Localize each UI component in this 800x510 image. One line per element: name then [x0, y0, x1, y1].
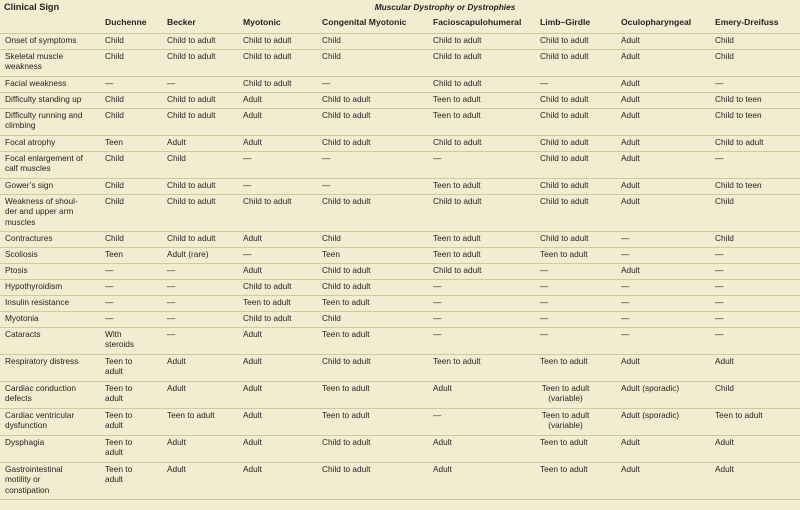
value-cell: Child to adult — [418, 195, 525, 232]
value-cell: Adult (rare) — [152, 248, 228, 264]
value-cell: Child — [700, 50, 800, 77]
value-cell: — — [606, 232, 700, 248]
value-cell: Adult — [606, 136, 700, 152]
table-row — [0, 436, 800, 463]
value-cell: Adult — [228, 463, 307, 500]
value-cell: Child — [90, 179, 152, 195]
value-cell: Child — [700, 232, 800, 248]
value-cell: Teen to adult — [525, 463, 606, 500]
value-cell: Child to adult — [228, 34, 307, 50]
value-cell: — — [152, 328, 228, 355]
column-header-row — [0, 16, 800, 34]
value-cell: Adult — [152, 355, 228, 382]
value-cell: Child to teen — [700, 109, 800, 136]
value-cell: — — [700, 312, 800, 328]
column-header: Myotonic — [243, 17, 281, 27]
clinical-sign-cell: Difficulty running and climbing — [0, 109, 90, 136]
value-cell: Teen to adult (variable) — [525, 409, 606, 436]
column-header: Becker — [167, 17, 196, 27]
value-cell: — — [418, 280, 525, 296]
column-header: Emery-Dreifuss — [715, 17, 779, 27]
value-cell: Child to adult — [307, 355, 418, 382]
value-cell: Child to adult — [152, 232, 228, 248]
value-cell: Teen to adult — [307, 409, 418, 436]
value-cell: Teen to adult — [418, 109, 525, 136]
value-cell: Teen to adult — [90, 409, 152, 436]
clinical-sign-cell: Cardiac ventricular dysfunction — [0, 409, 90, 436]
value-cell: Adult — [228, 382, 307, 409]
value-cell: — — [700, 152, 800, 179]
value-cell: Adult — [700, 355, 800, 382]
value-cell: Child to adult — [307, 93, 418, 109]
table-row — [0, 136, 800, 152]
value-cell: Adult — [152, 436, 228, 463]
clinical-sign-cell: Cardiac conduction defects — [0, 382, 90, 409]
value-cell: Adult — [228, 355, 307, 382]
value-cell: — — [228, 248, 307, 264]
value-cell: Adult — [228, 232, 307, 248]
value-cell: Child to adult — [525, 93, 606, 109]
value-cell: Adult — [606, 436, 700, 463]
value-cell: Teen to adult — [307, 328, 418, 355]
table-row — [0, 328, 800, 355]
value-cell: Adult — [228, 409, 307, 436]
value-cell: — — [307, 152, 418, 179]
clinical-sign-cell: Focal atrophy — [0, 136, 90, 152]
value-cell: Teen to adult — [152, 409, 228, 436]
table-row — [0, 312, 800, 328]
value-cell: Teen to adult — [525, 248, 606, 264]
value-cell: Child to adult — [307, 436, 418, 463]
value-cell: Child to adult — [418, 34, 525, 50]
value-cell: — — [90, 296, 152, 312]
value-cell: Adult — [606, 50, 700, 77]
value-cell: Adult — [700, 436, 800, 463]
value-cell: Child to adult — [307, 264, 418, 280]
clinical-sign-cell: Hypothyroidism — [0, 280, 90, 296]
clinical-sign-cell: Onset of symptoms — [0, 34, 90, 50]
value-cell: Child to adult — [228, 50, 307, 77]
value-cell: — — [307, 179, 418, 195]
clinical-sign-cell: Contractures — [0, 232, 90, 248]
value-cell: — — [152, 296, 228, 312]
value-cell: Child to adult — [307, 136, 418, 152]
value-cell: Child to adult — [525, 50, 606, 77]
value-cell: — — [152, 280, 228, 296]
value-cell: — — [700, 264, 800, 280]
value-cell: Child — [700, 195, 800, 232]
value-cell: — — [228, 179, 307, 195]
value-cell: Teen to adult — [418, 232, 525, 248]
value-cell: Adult — [228, 328, 307, 355]
value-cell: — — [525, 77, 606, 93]
value-cell: Adult — [228, 93, 307, 109]
value-cell: Child — [90, 50, 152, 77]
clinical-sign-cell: Skeletal muscle weakness — [0, 50, 90, 77]
value-cell: Child to adult — [307, 195, 418, 232]
value-cell: — — [418, 296, 525, 312]
value-cell: Adult — [606, 463, 700, 500]
value-cell: Teen to adult — [228, 296, 307, 312]
value-cell: Adult — [606, 195, 700, 232]
value-cell: Child to teen — [700, 93, 800, 109]
super-header-row — [0, 0, 800, 16]
column-header-blank — [0, 16, 90, 34]
value-cell: Child — [307, 50, 418, 77]
value-cell: Teen to adult — [307, 296, 418, 312]
value-cell: Teen to adult (variable) — [525, 382, 606, 409]
value-cell: — — [606, 296, 700, 312]
table-row — [0, 248, 800, 264]
value-cell: — — [90, 312, 152, 328]
table-row — [0, 50, 800, 77]
value-cell: Teen — [90, 248, 152, 264]
clinical-sign-cell: Myotonia — [0, 312, 90, 328]
value-cell: — — [700, 328, 800, 355]
value-cell: Teen to adult — [90, 382, 152, 409]
value-cell: Adult — [228, 109, 307, 136]
table-row — [0, 195, 800, 232]
value-cell: — — [418, 409, 525, 436]
value-cell: Child — [90, 34, 152, 50]
clinical-sign-cell: Ptosis — [0, 264, 90, 280]
value-cell: — — [307, 77, 418, 93]
value-cell: — — [700, 248, 800, 264]
clinical-sign-cell: Gower’s sign — [0, 179, 90, 195]
table-row — [0, 280, 800, 296]
value-cell: Child — [90, 195, 152, 232]
value-cell: Child to adult — [525, 179, 606, 195]
value-cell: Child to teen — [700, 179, 800, 195]
value-cell: Child to adult — [152, 195, 228, 232]
corner-label: Clinical Sign — [4, 2, 60, 12]
value-cell: Child to adult — [418, 264, 525, 280]
value-cell: Child to adult — [525, 136, 606, 152]
value-cell: — — [606, 312, 700, 328]
value-cell: Child to adult — [525, 152, 606, 179]
value-cell: Child to adult — [525, 195, 606, 232]
value-cell: Child to adult — [700, 136, 800, 152]
table-row — [0, 77, 800, 93]
value-cell: Teen to adult — [90, 436, 152, 463]
value-cell: — — [418, 328, 525, 355]
value-cell: Teen to adult — [525, 436, 606, 463]
clinical-sign-cell: Difficulty standing up — [0, 93, 90, 109]
value-cell: Child to adult — [228, 77, 307, 93]
table-row — [0, 109, 800, 136]
value-cell: Child to adult — [152, 50, 228, 77]
value-cell: — — [90, 77, 152, 93]
value-cell: Child — [307, 232, 418, 248]
value-cell: Teen to adult — [418, 248, 525, 264]
value-cell: — — [700, 77, 800, 93]
value-cell: Adult — [228, 436, 307, 463]
value-cell: Teen — [307, 248, 418, 264]
value-cell: Child — [152, 152, 228, 179]
value-cell: — — [228, 152, 307, 179]
value-cell: Child — [700, 382, 800, 409]
value-cell: Adult — [152, 382, 228, 409]
value-cell: Adult — [606, 152, 700, 179]
column-header: Facioscapulohumeral — [433, 17, 522, 27]
clinical-sign-cell: Insulin resistance — [0, 296, 90, 312]
value-cell: Adult — [606, 109, 700, 136]
value-cell: Child to adult — [307, 109, 418, 136]
value-cell: Adult — [418, 436, 525, 463]
value-cell: — — [418, 152, 525, 179]
value-cell: Adult — [606, 355, 700, 382]
table-body — [0, 34, 800, 500]
column-header: Duchenne — [105, 17, 147, 27]
clinical-sign-cell: Facial weakness — [0, 77, 90, 93]
value-cell: Child to adult — [418, 77, 525, 93]
value-cell: — — [700, 296, 800, 312]
table-row — [0, 179, 800, 195]
column-header: Oculopharyngeal — [621, 17, 692, 27]
value-cell: Child to adult — [525, 109, 606, 136]
clinical-sign-cell: Focal enlargement of calf muscles — [0, 152, 90, 179]
value-cell: Child — [307, 34, 418, 50]
value-cell: Child — [90, 109, 152, 136]
value-cell: — — [418, 312, 525, 328]
table-row — [0, 296, 800, 312]
table-row — [0, 152, 800, 179]
value-cell: Adult — [152, 463, 228, 500]
table-row — [0, 232, 800, 248]
clinical-sign-cell: Gastrointestinal motility or constipation — [0, 463, 90, 500]
value-cell: Child to adult — [418, 136, 525, 152]
value-cell: Adult — [418, 463, 525, 500]
value-cell: Adult — [606, 93, 700, 109]
value-cell: — — [525, 312, 606, 328]
value-cell: — — [525, 328, 606, 355]
value-cell: — — [525, 296, 606, 312]
value-cell: — — [525, 264, 606, 280]
value-cell: Child to adult — [525, 232, 606, 248]
value-cell: Teen to adult — [700, 409, 800, 436]
value-cell: Adult (sporadic) — [606, 382, 700, 409]
column-header: Congenital Myotonic — [322, 17, 407, 27]
value-cell: Child to adult — [307, 463, 418, 500]
clinical-sign-cell: Scoliosis — [0, 248, 90, 264]
value-cell: Teen to adult — [90, 463, 152, 500]
value-cell: — — [90, 264, 152, 280]
value-cell: — — [152, 312, 228, 328]
value-cell: Child — [700, 34, 800, 50]
value-cell: Adult — [606, 264, 700, 280]
table-row — [0, 382, 800, 409]
value-cell: Teen to adult — [307, 382, 418, 409]
value-cell: — — [525, 280, 606, 296]
value-cell: — — [90, 280, 152, 296]
value-cell: Adult — [606, 179, 700, 195]
value-cell: Adult — [418, 382, 525, 409]
value-cell: Adult — [700, 463, 800, 500]
value-cell: — — [152, 77, 228, 93]
value-cell: Teen to adult — [418, 93, 525, 109]
value-cell: Child to adult — [418, 50, 525, 77]
value-cell: Child to adult — [307, 280, 418, 296]
value-cell: Adult — [228, 136, 307, 152]
value-cell: — — [152, 264, 228, 280]
value-cell: Teen — [90, 136, 152, 152]
value-cell: Teen to adult — [90, 355, 152, 382]
value-cell: Adult — [228, 264, 307, 280]
super-header: Muscular Dystrophy or Dystrophies — [374, 2, 516, 12]
value-cell: Teen to adult — [418, 355, 525, 382]
value-cell: Child to adult — [152, 34, 228, 50]
table-row — [0, 355, 800, 382]
table-row — [0, 93, 800, 109]
value-cell: Child — [90, 152, 152, 179]
value-cell: Teen to adult — [418, 179, 525, 195]
table-row — [0, 264, 800, 280]
value-cell: Teen to adult — [525, 355, 606, 382]
clinical-sign-cell: Respiratory distress — [0, 355, 90, 382]
clinical-sign-cell: Cataracts — [0, 328, 90, 355]
value-cell: Adult (sporadic) — [606, 409, 700, 436]
value-cell: Child to adult — [228, 312, 307, 328]
value-cell: — — [606, 248, 700, 264]
value-cell: Adult — [606, 77, 700, 93]
value-cell: Child to adult — [228, 195, 307, 232]
table-row — [0, 409, 800, 436]
value-cell: — — [700, 280, 800, 296]
value-cell: Child — [90, 93, 152, 109]
value-cell: Child — [90, 232, 152, 248]
value-cell: — — [606, 328, 700, 355]
value-cell: Adult — [152, 136, 228, 152]
value-cell: Child to adult — [228, 280, 307, 296]
clinical-sign-cell: Weakness of shoul-der and upper arm muscles — [0, 195, 90, 232]
value-cell: Child to adult — [152, 109, 228, 136]
table-row — [0, 463, 800, 500]
table-row — [0, 34, 800, 50]
column-header: Limb–Girdle — [540, 17, 591, 27]
value-cell: — — [606, 280, 700, 296]
value-cell: Child — [307, 312, 418, 328]
clinical-sign-cell: Dysphagia — [0, 436, 90, 463]
value-cell: With steroids — [90, 328, 152, 355]
value-cell: Child to adult — [525, 34, 606, 50]
value-cell: Child to adult — [152, 179, 228, 195]
value-cell: Adult — [606, 34, 700, 50]
value-cell: Child to adult — [152, 93, 228, 109]
